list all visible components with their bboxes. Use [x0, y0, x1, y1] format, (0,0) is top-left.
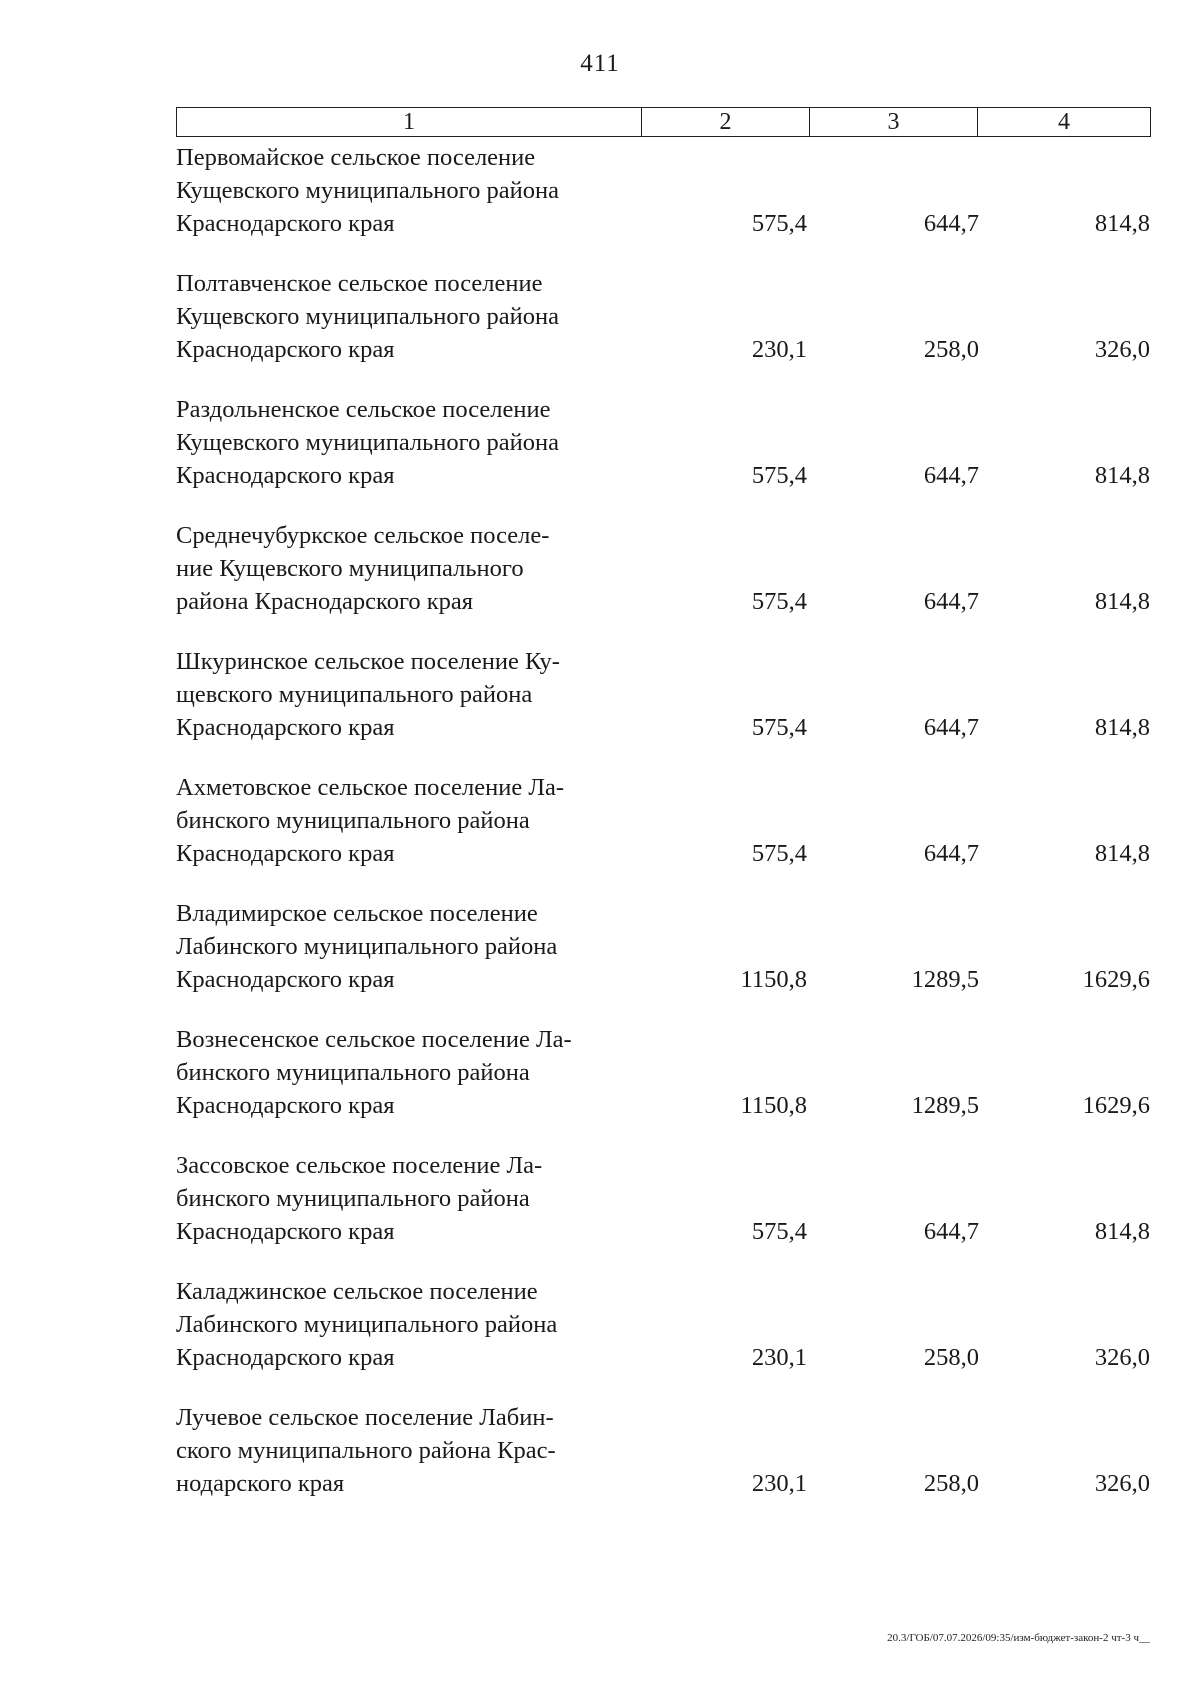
- value-col-2: 575,4: [751, 714, 807, 741]
- value-col-3: 258,0: [923, 336, 979, 363]
- value-col-4: 814,8: [1094, 588, 1150, 615]
- table-row: [176, 267, 1150, 393]
- value-col-3: 644,7: [923, 588, 979, 615]
- value-col-2: 230,1: [751, 1470, 807, 1497]
- column-header-1: 1: [177, 108, 642, 137]
- value-col-4: 326,0: [1094, 1344, 1150, 1371]
- settlement-name: Вознесенское сельское поселение Ла- бинского муниципального района Краснодарского края: [176, 1026, 572, 1119]
- column-header-row: [177, 108, 1151, 137]
- value-col-2: 1150,8: [740, 966, 807, 993]
- settlement-name: Шкуринское сельское поселение Ку- щевского муниципального района Краснодарского края: [176, 648, 560, 741]
- table-row: [176, 519, 1150, 645]
- settlement-name: Лучевое сельское поселение Лабин- ского муниципального района Крас- нодарского края: [176, 1404, 556, 1497]
- table-row: [176, 771, 1150, 897]
- value-col-2: 575,4: [751, 210, 807, 237]
- table-row: [176, 897, 1150, 1023]
- column-header-table: [176, 107, 1151, 137]
- table-row: [176, 1149, 1150, 1275]
- column-header-4: 4: [978, 108, 1151, 137]
- value-col-4: 326,0: [1094, 336, 1150, 363]
- value-col-4: 326,0: [1094, 1470, 1150, 1497]
- value-col-3: 644,7: [923, 210, 979, 237]
- column-header-2: 2: [642, 108, 810, 137]
- value-col-4: 1629,6: [1082, 966, 1150, 993]
- table-row: [176, 1275, 1150, 1401]
- value-col-2: 575,4: [751, 588, 807, 615]
- value-col-4: 814,8: [1094, 1218, 1150, 1245]
- settlement-name: Владимирское сельское поселение Лабинского муниципального района Краснодарского края: [176, 900, 558, 993]
- value-col-3: 1289,5: [911, 1092, 979, 1119]
- settlement-name: Полтавченское сельское поселение Кущевского муниципального района Краснодарского края: [176, 270, 559, 363]
- document-footer-code: 20.3/ГОБ/07.07.2026/09:35/изм-бюджет-закон-2 чт-3 ч__: [887, 1632, 1150, 1644]
- settlement-name: Ахметовское сельское поселение Ла- бинского муниципального района Краснодарского края: [176, 774, 564, 867]
- value-col-2: 575,4: [751, 462, 807, 489]
- table-row: [176, 1023, 1150, 1149]
- value-col-2: 230,1: [751, 336, 807, 363]
- page-number: 411: [580, 50, 620, 77]
- value-col-4: 814,8: [1094, 210, 1150, 237]
- value-col-4: 814,8: [1094, 462, 1150, 489]
- value-col-2: 575,4: [751, 840, 807, 867]
- table-row: [176, 141, 1150, 267]
- settlement-name: Раздольненское сельское поселение Кущевского муниципального района Краснодарского края: [176, 396, 559, 489]
- table-row: [176, 1401, 1150, 1527]
- value-col-2: 1150,8: [740, 1092, 807, 1119]
- value-col-2: 230,1: [751, 1344, 807, 1371]
- value-col-3: 258,0: [923, 1470, 979, 1497]
- table-body: [176, 141, 1150, 1527]
- settlement-name: Среднечубуркское сельское поселе- ние Кущевского муниципального района Краснодарского края: [176, 522, 550, 615]
- value-col-4: 1629,6: [1082, 1092, 1150, 1119]
- column-header-3: 3: [810, 108, 978, 137]
- value-col-3: 258,0: [923, 1344, 979, 1371]
- settlement-name: Первомайское сельское поселение Кущевского муниципального района Краснодарского края: [176, 144, 559, 237]
- value-col-3: 644,7: [923, 840, 979, 867]
- table-row: [176, 645, 1150, 771]
- value-col-4: 814,8: [1094, 714, 1150, 741]
- table-row: [176, 393, 1150, 519]
- value-col-4: 814,8: [1094, 840, 1150, 867]
- settlement-name: Зассовское сельское поселение Ла- бинского муниципального района Краснодарского края: [176, 1152, 543, 1245]
- settlement-name: Каладжинское сельское поселение Лабинского муниципального района Краснодарского края: [176, 1278, 558, 1371]
- value-col-3: 644,7: [923, 462, 979, 489]
- value-col-3: 644,7: [923, 1218, 979, 1245]
- value-col-3: 1289,5: [911, 966, 979, 993]
- value-col-3: 644,7: [923, 714, 979, 741]
- value-col-2: 575,4: [751, 1218, 807, 1245]
